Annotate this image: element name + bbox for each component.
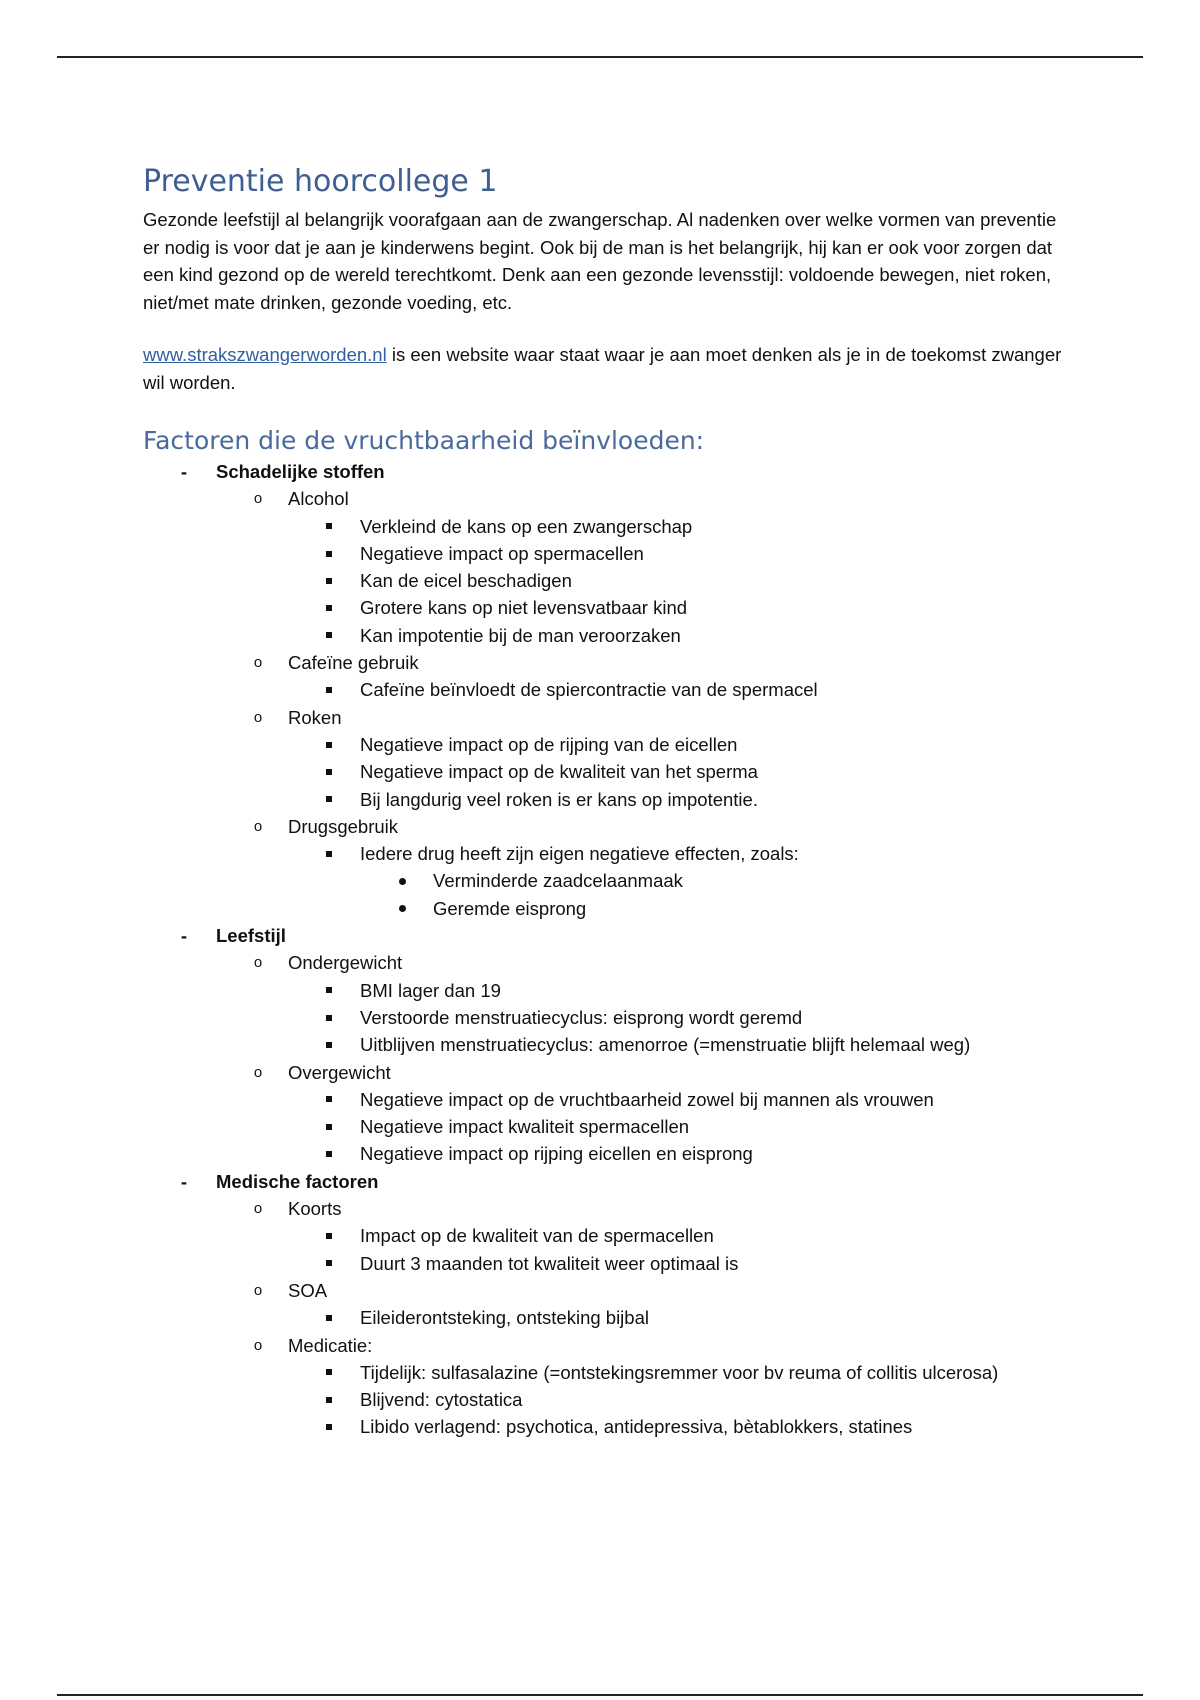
sub-factor-list	[143, 949, 1063, 1167]
subdetail-item	[143, 867, 1063, 894]
detail-text: Kan impotentie bij de man veroorzaken	[360, 624, 681, 646]
sub-factor-item	[143, 1059, 1063, 1168]
sub-factor-item	[143, 1277, 1063, 1332]
sub-factor-label: Ondergewicht	[288, 952, 403, 974]
sub-factor-item	[143, 1195, 1063, 1277]
detail-row	[143, 786, 1063, 813]
sub-factor-label: Cafeïne gebruik	[288, 652, 419, 674]
factor-row	[143, 458, 1063, 485]
detail-row	[143, 1386, 1063, 1413]
factor-item	[143, 922, 1063, 1168]
circle-bullet: o	[253, 1336, 263, 1354]
detail-row	[143, 840, 1063, 867]
detail-text: Eileiderontsteking, ontsteking bijbal	[360, 1307, 649, 1329]
detail-list	[143, 1304, 1063, 1331]
detail-item	[143, 1222, 1063, 1249]
square-glyph	[326, 1096, 332, 1102]
factor-item	[143, 1168, 1063, 1441]
detail-item	[143, 594, 1063, 621]
detail-text: Grotere kans op niet levensvatbaar kind	[360, 597, 688, 619]
factor-label: Schadelijke stoffen	[216, 461, 385, 482]
square-glyph	[326, 987, 332, 993]
sub-factor-label: Koorts	[288, 1198, 342, 1220]
detail-text: Uitblijven menstruatiecyclus: amenorroe (=menstruatie blijft helemaal weg)	[360, 1034, 971, 1056]
square-bullet-icon	[323, 786, 335, 813]
square-glyph	[326, 1260, 332, 1266]
detail-text: Negatieve impact op de kwaliteit van het sperma	[360, 761, 758, 783]
square-bullet-icon	[323, 1359, 335, 1386]
circle-bullet: o	[253, 1281, 263, 1299]
detail-row	[143, 1413, 1063, 1440]
detail-row	[143, 1250, 1063, 1277]
square-bullet-icon	[323, 567, 335, 594]
detail-item	[143, 1113, 1063, 1140]
detail-text: Verkleind de kans op een zwangerschap	[360, 515, 693, 537]
sub-factor-label: Alcohol	[288, 488, 349, 510]
detail-list	[143, 1222, 1063, 1277]
detail-row	[143, 731, 1063, 758]
square-bullet-icon	[323, 840, 335, 867]
dot-glyph	[399, 905, 406, 912]
sub-factor-label: Medicatie:	[288, 1334, 373, 1356]
detail-item	[143, 1413, 1063, 1440]
square-bullet-icon	[323, 731, 335, 758]
detail-row	[143, 513, 1063, 540]
subdetail-row	[143, 895, 1063, 922]
detail-row	[143, 1304, 1063, 1331]
detail-text: Bij langdurig veel roken is er kans op impotentie.	[360, 788, 758, 810]
dash-bullet: -	[180, 1170, 188, 1192]
square-bullet-icon	[323, 1140, 335, 1167]
square-glyph	[326, 1397, 332, 1403]
detail-item	[143, 540, 1063, 567]
detail-row	[143, 567, 1063, 594]
detail-text: Verstoorde menstruatiecyclus: eisprong wordt geremd	[360, 1006, 803, 1028]
subdetail-text: Verminderde zaadcelaanmaak	[433, 870, 683, 892]
square-bullet-icon	[323, 758, 335, 785]
website-description: is een website waar staat waar je aan moet denken als je in de toekomst zwanger wil worden.	[143, 344, 1062, 393]
sub-factor-list	[143, 485, 1063, 922]
sub-factor-row	[143, 1332, 1063, 1359]
detail-item	[143, 513, 1063, 540]
dot-bullet-icon	[396, 867, 408, 894]
square-glyph	[326, 605, 332, 611]
sub-factor-row	[143, 813, 1063, 840]
square-glyph	[326, 523, 332, 529]
square-bullet-icon	[323, 1304, 335, 1331]
detail-row	[143, 1031, 1063, 1058]
square-bullet-icon	[323, 1386, 335, 1413]
detail-list	[143, 1359, 1063, 1441]
square-glyph	[326, 742, 332, 748]
dash-bullet: -	[180, 925, 188, 947]
sub-factor-item	[143, 813, 1063, 922]
detail-item	[143, 1086, 1063, 1113]
subdetail-list	[143, 867, 1063, 922]
square-bullet-icon	[323, 1222, 335, 1249]
square-glyph	[326, 1015, 332, 1021]
detail-list	[143, 1086, 1063, 1168]
square-glyph	[326, 1369, 332, 1375]
detail-row	[143, 1222, 1063, 1249]
sub-factor-row	[143, 1059, 1063, 1086]
square-glyph	[326, 1124, 332, 1130]
detail-row	[143, 540, 1063, 567]
square-glyph	[326, 1233, 332, 1239]
detail-text: Cafeïne beïnvloedt de spiercontractie van de spermacel	[360, 679, 818, 701]
sub-factor-list	[143, 1195, 1063, 1441]
detail-item	[143, 977, 1063, 1004]
square-glyph	[326, 1151, 332, 1157]
dot-bullet-icon	[396, 895, 408, 922]
dash-bullet: -	[180, 461, 188, 482]
square-glyph	[326, 632, 332, 638]
detail-text: Libido verlagend: psychotica, antidepressiva, bètablokkers, statines	[360, 1416, 913, 1438]
detail-item	[143, 731, 1063, 758]
square-bullet-icon	[323, 1250, 335, 1277]
sub-factor-row	[143, 1195, 1063, 1222]
footer-rule	[57, 1694, 1143, 1696]
circle-bullet: o	[253, 1063, 263, 1081]
sub-factor-item	[143, 649, 1063, 704]
detail-text: Negatieve impact kwaliteit spermacellen	[360, 1116, 690, 1138]
website-link[interactable]: www.strakszwangerworden.nl	[143, 344, 387, 365]
square-glyph	[326, 1042, 332, 1048]
sub-factor-item	[143, 1332, 1063, 1441]
detail-item	[143, 567, 1063, 594]
factor-row	[143, 922, 1063, 949]
circle-bullet: o	[253, 1200, 263, 1218]
detail-list	[143, 731, 1063, 813]
circle-bullet: o	[253, 490, 263, 508]
square-bullet-icon	[323, 1413, 335, 1440]
sub-factor-label: SOA	[288, 1279, 328, 1301]
square-glyph	[326, 851, 332, 857]
detail-row	[143, 1004, 1063, 1031]
square-bullet-icon	[323, 622, 335, 649]
detail-row	[143, 1140, 1063, 1167]
detail-list	[143, 513, 1063, 649]
detail-row	[143, 622, 1063, 649]
detail-row	[143, 1086, 1063, 1113]
detail-row	[143, 1113, 1063, 1140]
square-bullet-icon	[323, 676, 335, 703]
detail-text: Blijvend: cytostatica	[360, 1389, 523, 1411]
detail-row	[143, 977, 1063, 1004]
square-bullet-icon	[323, 1086, 335, 1113]
square-bullet-icon	[323, 540, 335, 567]
square-glyph	[326, 796, 332, 802]
detail-list	[143, 840, 1063, 922]
sub-factor-row	[143, 704, 1063, 731]
square-glyph	[326, 1424, 332, 1430]
factor-label: Leefstijl	[216, 925, 286, 947]
sub-factor-row	[143, 1277, 1063, 1304]
factor-list	[143, 458, 1063, 1441]
detail-item	[143, 622, 1063, 649]
detail-text: Kan de eicel beschadigen	[360, 570, 572, 592]
detail-text: Negatieve impact op spermacellen	[360, 542, 644, 564]
sub-factor-label: Drugsgebruik	[288, 815, 399, 837]
square-bullet-icon	[323, 1113, 335, 1140]
detail-item	[143, 676, 1063, 703]
detail-row	[143, 1359, 1063, 1386]
detail-item	[143, 840, 1063, 922]
square-glyph	[326, 1315, 332, 1321]
detail-item	[143, 1031, 1063, 1058]
header-rule	[57, 56, 1143, 58]
square-bullet-icon	[323, 1031, 335, 1058]
detail-text: Impact op de kwaliteit van de spermacellen	[360, 1225, 714, 1247]
square-bullet-icon	[323, 977, 335, 1004]
detail-row	[143, 676, 1063, 703]
detail-text: BMI lager dan 19	[360, 979, 501, 1001]
square-glyph	[326, 687, 332, 693]
square-bullet-icon	[323, 594, 335, 621]
detail-item	[143, 1386, 1063, 1413]
sub-factor-row	[143, 649, 1063, 676]
square-bullet-icon	[323, 513, 335, 540]
sub-factor-label: Roken	[288, 706, 342, 728]
factor-item	[143, 458, 1063, 922]
detail-item	[143, 758, 1063, 785]
detail-row	[143, 594, 1063, 621]
detail-text: Negatieve impact op de vruchtbaarheid zowel bij mannen als vrouwen	[360, 1088, 934, 1110]
square-glyph	[326, 769, 332, 775]
sub-factor-row	[143, 485, 1063, 512]
sub-factor-item	[143, 704, 1063, 813]
circle-bullet: o	[253, 654, 263, 672]
website-paragraph	[143, 341, 1063, 396]
detail-item	[143, 1250, 1063, 1277]
square-glyph	[326, 551, 332, 557]
section-heading: Factoren die de vruchtbaarheid beïnvloeden:	[143, 426, 705, 455]
circle-bullet: o	[253, 708, 263, 726]
sub-factor-item	[143, 949, 1063, 1058]
detail-text: Negatieve impact op de rijping van de eicellen	[360, 733, 738, 755]
subdetail-row	[143, 867, 1063, 894]
detail-item	[143, 1304, 1063, 1331]
subdetail-item	[143, 895, 1063, 922]
dot-glyph	[399, 878, 406, 885]
document-body	[143, 164, 1063, 1441]
detail-item	[143, 786, 1063, 813]
detail-item	[143, 1359, 1063, 1386]
detail-item	[143, 1140, 1063, 1167]
sub-factor-row	[143, 949, 1063, 976]
subdetail-text: Geremde eisprong	[433, 897, 587, 919]
detail-item	[143, 1004, 1063, 1031]
sub-factor-label: Overgewicht	[288, 1061, 391, 1083]
intro-paragraph: Gezonde leefstijl al belangrijk voorafgaan aan de zwangerschap. Al nadenken over welke vormen van preventie er nodig is voor dat je aan je kinderwens begint. Ook bij de man is het belangrijk, hij kan er ook voor zorgen dat een kind gezond op de wereld terechtkomt. Denk aan een gezonde levensstijl: voldoende bewegen, niet roken, niet/met mate drinken, gezonde voeding, etc.	[143, 209, 1057, 313]
page-title: Preventie hoorcollege 1	[143, 164, 498, 199]
detail-list	[143, 676, 1063, 703]
circle-bullet: o	[253, 817, 263, 835]
detail-text: Duurt 3 maanden tot kwaliteit weer optimaal is	[360, 1252, 739, 1274]
factor-label: Medische factoren	[216, 1170, 379, 1192]
detail-row	[143, 758, 1063, 785]
factor-row	[143, 1168, 1063, 1195]
square-glyph	[326, 578, 332, 584]
detail-text: Iedere drug heeft zijn eigen negatieve effecten, zoals:	[360, 843, 799, 865]
detail-text: Tijdelijk: sulfasalazine (=ontstekingsremmer voor bv reuma of collitis ulcerosa)	[360, 1361, 999, 1383]
sub-factor-item	[143, 485, 1063, 649]
detail-list	[143, 977, 1063, 1059]
square-bullet-icon	[323, 1004, 335, 1031]
circle-bullet: o	[253, 954, 263, 972]
detail-text: Negatieve impact op rijping eicellen en eisprong	[360, 1143, 753, 1165]
